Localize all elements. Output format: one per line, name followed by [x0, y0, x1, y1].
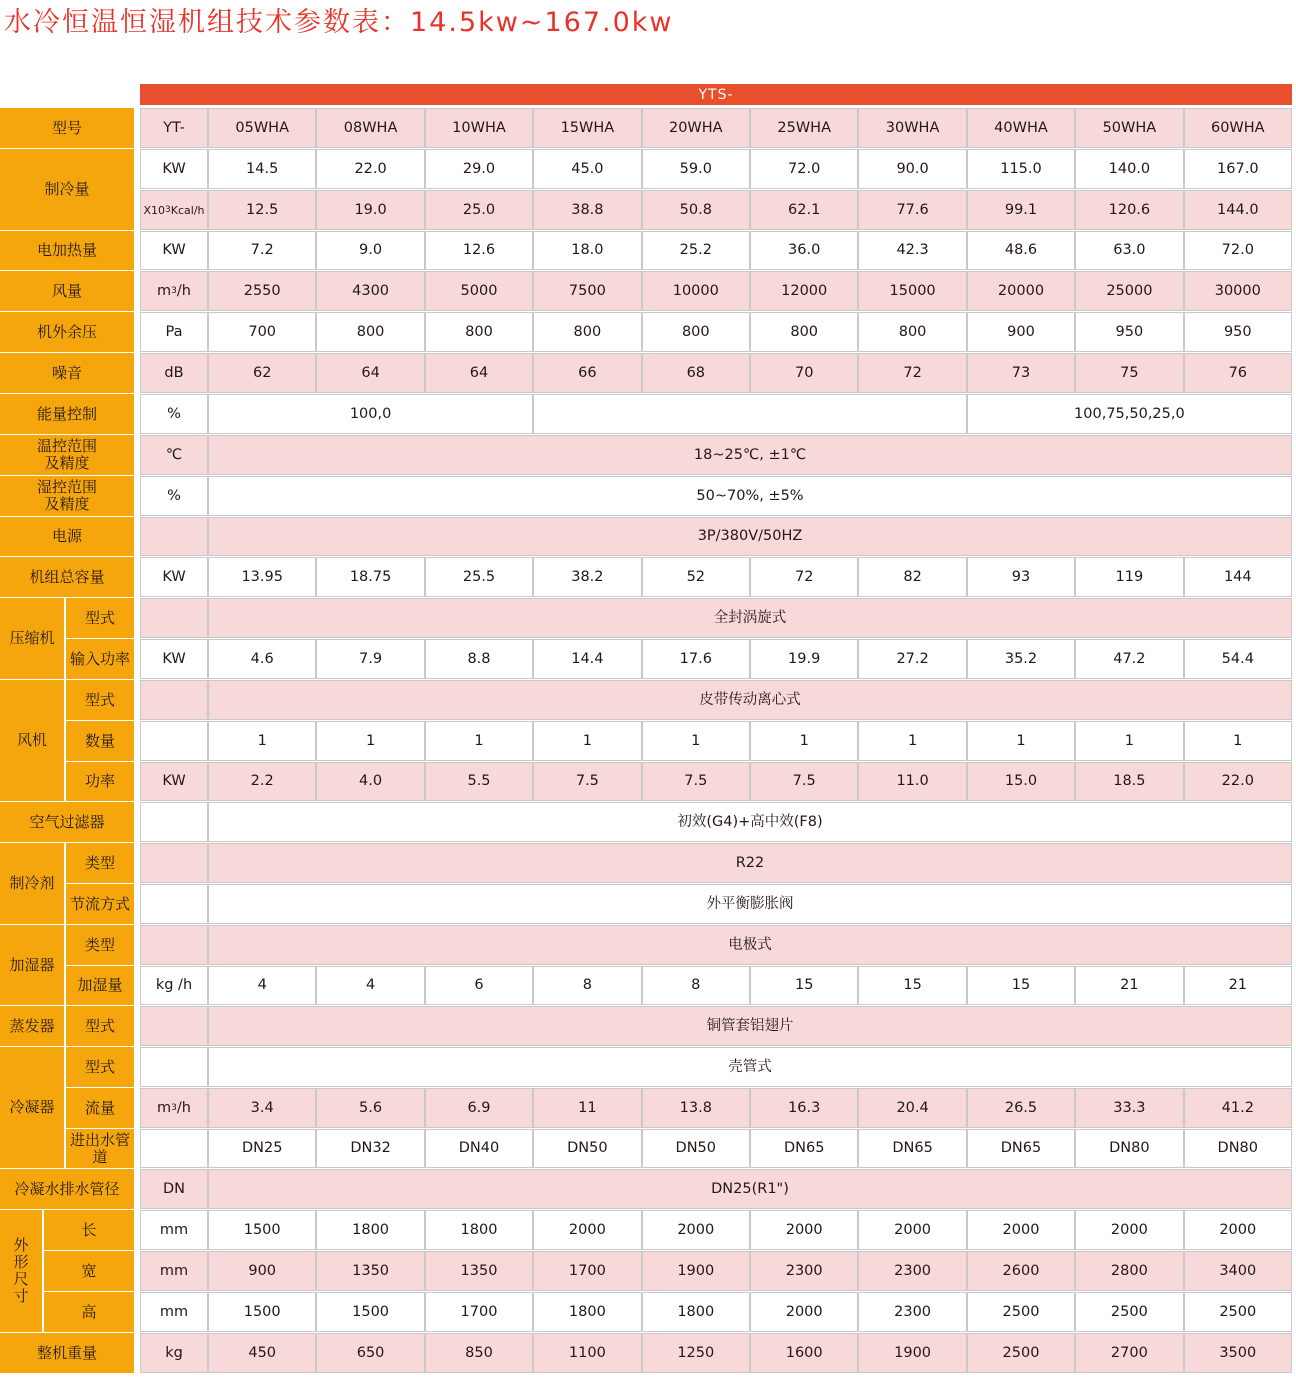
unit-cell: kg [140, 1333, 208, 1373]
value-cell: 1 [750, 721, 858, 761]
value-cell: 68 [642, 353, 750, 393]
value-cell: 22.0 [1184, 762, 1292, 801]
value-cell: 18.0 [533, 231, 641, 270]
value-cell: 22.0 [316, 149, 424, 189]
span-cell [533, 394, 967, 434]
value-cell: 1 [533, 721, 641, 761]
unit-cell: KW [140, 639, 208, 679]
full-span-cell: R22 [208, 843, 1292, 883]
unit-cell [140, 517, 208, 556]
unit-cell: X10 3 Kcal/h [140, 190, 208, 230]
value-cell: 62.1 [750, 190, 858, 230]
value-cell: 90.0 [858, 149, 966, 189]
category-label: 加湿器 [0, 925, 64, 1005]
value-cell: 15 [858, 966, 966, 1005]
unit-cell: dB [140, 353, 208, 393]
value-cell: 18.75 [316, 557, 424, 597]
row-label: 风量 [0, 271, 134, 311]
value-cell: 1500 [208, 1292, 316, 1332]
value-cell: 119 [1075, 557, 1183, 597]
value-cell: 1250 [642, 1333, 750, 1373]
value-cell: 63.0 [1075, 231, 1183, 270]
model-header-cell: 40WHA [967, 108, 1075, 148]
value-cell: 1350 [316, 1251, 424, 1291]
value-cell: 30000 [1184, 271, 1292, 311]
value-cell: 800 [858, 312, 966, 352]
full-span-cell: 50~70%, ±5% [208, 476, 1292, 516]
unit-cell [140, 843, 208, 883]
full-span-cell: 电极式 [208, 925, 1292, 965]
series-header: YTS- [140, 84, 1292, 105]
full-span-cell: 全封涡旋式 [208, 598, 1292, 638]
value-cell: 1 [967, 721, 1075, 761]
row-sublabel: 型式 [66, 1006, 134, 1046]
row-label: 机组总容量 [0, 557, 134, 597]
value-cell: 26.5 [967, 1088, 1075, 1128]
value-cell: 77.6 [858, 190, 966, 230]
value-cell: 1700 [533, 1251, 641, 1291]
row-label: 电加热量 [0, 231, 134, 270]
value-cell: 33.3 [1075, 1088, 1183, 1128]
table-row [0, 231, 1296, 270]
value-cell: 1800 [642, 1292, 750, 1332]
category-label: 外 形 尺 寸 [0, 1210, 42, 1332]
value-cell: 2300 [750, 1251, 858, 1291]
value-cell: 25.5 [425, 557, 533, 597]
value-cell: DN80 [1184, 1129, 1292, 1168]
table-row [0, 1333, 1296, 1373]
value-cell: 1 [1184, 721, 1292, 761]
unit-cell: % [140, 394, 208, 434]
value-cell: 19.9 [750, 639, 858, 679]
value-cell: 900 [967, 312, 1075, 352]
model-header-cell: 15WHA [533, 108, 641, 148]
value-cell: 950 [1075, 312, 1183, 352]
value-cell: 72.0 [750, 149, 858, 189]
table-row [0, 312, 1296, 352]
table-row [0, 149, 1296, 189]
value-cell: 8 [642, 966, 750, 1005]
table-row [0, 1129, 1296, 1168]
value-cell: 7.2 [208, 231, 316, 270]
table-row [0, 721, 1296, 761]
value-cell: 52 [642, 557, 750, 597]
unit-cell [140, 884, 208, 924]
value-cell: 140.0 [1075, 149, 1183, 189]
unit-cell [140, 1129, 208, 1168]
row-sublabel: 输入功率 [66, 639, 134, 679]
span-cell: 100,75,50,25,0 [967, 394, 1292, 434]
value-cell: 115.0 [967, 149, 1075, 189]
value-cell: 1700 [425, 1292, 533, 1332]
value-cell: 17.6 [642, 639, 750, 679]
row-sublabel: 宽 [44, 1251, 134, 1291]
model-header-cell: 05WHA [208, 108, 316, 148]
value-cell: DN65 [858, 1129, 966, 1168]
row-sublabel: 长 [44, 1210, 134, 1250]
model-header-cell: 60WHA [1184, 108, 1292, 148]
value-cell: 5.6 [316, 1088, 424, 1128]
table-row [0, 108, 1296, 148]
value-cell: 47.2 [1075, 639, 1183, 679]
table-row [0, 884, 1296, 924]
table-row [0, 1047, 1296, 1087]
value-cell: 1900 [858, 1333, 966, 1373]
value-cell: 62 [208, 353, 316, 393]
table-row [0, 1210, 1296, 1250]
row-label: 机外余压 [0, 312, 134, 352]
value-cell: 2700 [1075, 1333, 1183, 1373]
unit-cell: % [140, 476, 208, 516]
value-cell: 6 [425, 966, 533, 1005]
value-cell: 21 [1184, 966, 1292, 1005]
value-cell: 850 [425, 1333, 533, 1373]
value-cell: 1800 [533, 1292, 641, 1332]
value-cell: 4300 [316, 271, 424, 311]
table-row [0, 557, 1296, 597]
value-cell: 20000 [967, 271, 1075, 311]
value-cell: 144.0 [1184, 190, 1292, 230]
model-header-cell: 50WHA [1075, 108, 1183, 148]
value-cell: 650 [316, 1333, 424, 1373]
unit-cell: kg /h [140, 966, 208, 1005]
value-cell: 27.2 [858, 639, 966, 679]
value-cell: 15 [967, 966, 1075, 1005]
value-cell: 1 [425, 721, 533, 761]
value-cell: 12.5 [208, 190, 316, 230]
unit-cell [140, 802, 208, 842]
unit-cell [140, 721, 208, 761]
value-cell: 1100 [533, 1333, 641, 1373]
value-cell: 2000 [750, 1292, 858, 1332]
unit-cell [140, 1006, 208, 1046]
value-cell: 1 [642, 721, 750, 761]
value-cell: 20.4 [858, 1088, 966, 1128]
row-sublabel: 加湿量 [66, 966, 134, 1005]
unit-cell: KW [140, 149, 208, 189]
value-cell: 42.3 [858, 231, 966, 270]
value-cell: 1900 [642, 1251, 750, 1291]
value-cell: 21 [1075, 966, 1183, 1005]
table-row [0, 1169, 1296, 1209]
value-cell: 36.0 [750, 231, 858, 270]
table-row [0, 762, 1296, 801]
value-cell: 4 [316, 966, 424, 1005]
row-label: 空气过滤器 [0, 802, 134, 842]
value-cell: 2000 [1075, 1210, 1183, 1250]
row-label: 冷凝水排水管径 [0, 1169, 134, 1209]
table-row [0, 1251, 1296, 1291]
value-cell: 1800 [425, 1210, 533, 1250]
value-cell: 15000 [858, 271, 966, 311]
value-cell: 70 [750, 353, 858, 393]
row-label: 电源 [0, 517, 134, 556]
value-cell: 25000 [1075, 271, 1183, 311]
value-cell: 16.3 [750, 1088, 858, 1128]
value-cell: 29.0 [425, 149, 533, 189]
value-cell: 950 [1184, 312, 1292, 352]
value-cell: 167.0 [1184, 149, 1292, 189]
value-cell: 13.95 [208, 557, 316, 597]
table-row [0, 271, 1296, 311]
value-cell: 2000 [967, 1210, 1075, 1250]
value-cell: 82 [858, 557, 966, 597]
value-cell: 15.0 [967, 762, 1075, 801]
row-sublabel: 型式 [66, 1047, 134, 1087]
unit-cell: m 3 /h [140, 1088, 208, 1128]
full-span-cell: 3P/380V/50HZ [208, 517, 1292, 556]
value-cell: 72 [858, 353, 966, 393]
value-cell: 64 [316, 353, 424, 393]
value-cell: 59.0 [642, 149, 750, 189]
value-cell: DN65 [967, 1129, 1075, 1168]
span-cell: 100,0 [208, 394, 533, 434]
table-row [0, 517, 1296, 556]
row-sublabel: 型式 [66, 680, 134, 720]
value-cell: 1 [208, 721, 316, 761]
category-label: 冷凝器 [0, 1047, 64, 1168]
value-cell: 13.8 [642, 1088, 750, 1128]
value-cell: 9.0 [316, 231, 424, 270]
value-cell: 8 [533, 966, 641, 1005]
unit-cell: KW [140, 231, 208, 270]
unit-cell [140, 1047, 208, 1087]
row-sublabel: 流量 [66, 1088, 134, 1128]
value-cell: 41.2 [1184, 1088, 1292, 1128]
model-header-cell: 10WHA [425, 108, 533, 148]
table-row [0, 190, 1296, 230]
value-cell: DN80 [1075, 1129, 1183, 1168]
table-row [0, 1006, 1296, 1046]
unit-cell: KW [140, 557, 208, 597]
row-sublabel: 型式 [66, 598, 134, 638]
value-cell: 11 [533, 1088, 641, 1128]
value-cell: 4.0 [316, 762, 424, 801]
model-header-cell: 08WHA [316, 108, 424, 148]
value-cell: 7.9 [316, 639, 424, 679]
unit-cell: m 3 /h [140, 271, 208, 311]
unit-cell: DN [140, 1169, 208, 1209]
category-label: 制冷剂 [0, 843, 64, 924]
value-cell: 1500 [316, 1292, 424, 1332]
value-cell: 6.9 [425, 1088, 533, 1128]
value-cell: 1 [858, 721, 966, 761]
row-sublabel: 类型 [66, 925, 134, 965]
value-cell: 2500 [967, 1292, 1075, 1332]
table-row [0, 639, 1296, 679]
value-cell: 45.0 [533, 149, 641, 189]
category-label: 制冷量 [0, 149, 134, 230]
value-cell: 800 [425, 312, 533, 352]
row-sublabel: 节流方式 [66, 884, 134, 924]
unit-cell [140, 598, 208, 638]
value-cell: 2000 [533, 1210, 641, 1250]
row-label: 噪音 [0, 353, 134, 393]
value-cell: 3400 [1184, 1251, 1292, 1291]
value-cell: 73 [967, 353, 1075, 393]
table-row [0, 476, 1296, 516]
value-cell: DN65 [750, 1129, 858, 1168]
value-cell: 2800 [1075, 1251, 1183, 1291]
value-cell: 2000 [750, 1210, 858, 1250]
value-cell: 1500 [208, 1210, 316, 1250]
value-cell: 700 [208, 312, 316, 352]
value-cell: 2600 [967, 1251, 1075, 1291]
row-label: 温控范围 及精度 [0, 435, 134, 475]
full-span-cell: 初效(G4)+高中效(F8) [208, 802, 1292, 842]
value-cell: 4.6 [208, 639, 316, 679]
value-cell: 2000 [858, 1210, 966, 1250]
value-cell: 3.4 [208, 1088, 316, 1128]
full-span-cell: 外平衡膨胀阀 [208, 884, 1292, 924]
unit-cell: ℃ [140, 435, 208, 475]
value-cell: 12.6 [425, 231, 533, 270]
value-cell: DN40 [425, 1129, 533, 1168]
unit-cell: Pa [140, 312, 208, 352]
model-header-cell: 25WHA [750, 108, 858, 148]
value-cell: 99.1 [967, 190, 1075, 230]
value-cell: 48.6 [967, 231, 1075, 270]
value-cell: 25.0 [425, 190, 533, 230]
table-row [0, 435, 1296, 475]
value-cell: 19.0 [316, 190, 424, 230]
row-label: 整机重量 [0, 1333, 134, 1373]
table-row [0, 1088, 1296, 1128]
value-cell: 2550 [208, 271, 316, 311]
unit-cell [140, 925, 208, 965]
row-label: 湿控范围 及精度 [0, 476, 134, 516]
value-cell: 2000 [642, 1210, 750, 1250]
unit-cell: mm [140, 1210, 208, 1250]
category-label: 压缩机 [0, 598, 64, 679]
value-cell: 76 [1184, 353, 1292, 393]
value-cell: 144 [1184, 557, 1292, 597]
row-sublabel: 进出水管道 [66, 1129, 134, 1168]
model-prefix: YT- [140, 108, 208, 148]
full-span-cell: 18~25℃, ±1℃ [208, 435, 1292, 475]
row-sublabel: 数量 [66, 721, 134, 761]
value-cell: 3500 [1184, 1333, 1292, 1373]
value-cell: 450 [208, 1333, 316, 1373]
model-header-cell: 30WHA [858, 108, 966, 148]
value-cell: 18.5 [1075, 762, 1183, 801]
value-cell: 120.6 [1075, 190, 1183, 230]
value-cell: 800 [642, 312, 750, 352]
value-cell: 7500 [533, 271, 641, 311]
value-cell: DN50 [642, 1129, 750, 1168]
row-sublabel: 高 [44, 1292, 134, 1332]
value-cell: 2500 [1075, 1292, 1183, 1332]
full-span-cell: 铜管套铝翅片 [208, 1006, 1292, 1046]
value-cell: 10000 [642, 271, 750, 311]
value-cell: 5.5 [425, 762, 533, 801]
value-cell: 2300 [858, 1292, 966, 1332]
value-cell: 64 [425, 353, 533, 393]
value-cell: 25.2 [642, 231, 750, 270]
unit-cell: KW [140, 762, 208, 801]
value-cell: 1800 [316, 1210, 424, 1250]
table-row [0, 966, 1296, 1005]
full-span-cell: 壳管式 [208, 1047, 1292, 1087]
row-sublabel: 功率 [66, 762, 134, 801]
table-row [0, 843, 1296, 883]
value-cell: 11.0 [858, 762, 966, 801]
value-cell: 2000 [1184, 1210, 1292, 1250]
table-row [0, 925, 1296, 965]
value-cell: 14.4 [533, 639, 641, 679]
value-cell: 1 [1075, 721, 1183, 761]
value-cell: 75 [1075, 353, 1183, 393]
value-cell: 7.5 [750, 762, 858, 801]
value-cell: 800 [533, 312, 641, 352]
value-cell: 7.5 [533, 762, 641, 801]
full-span-cell: DN25(R1") [208, 1169, 1292, 1209]
category-label: 蒸发器 [0, 1006, 64, 1046]
unit-cell: mm [140, 1292, 208, 1332]
value-cell: 12000 [750, 271, 858, 311]
value-cell: 5000 [425, 271, 533, 311]
value-cell: 7.5 [642, 762, 750, 801]
value-cell: 4 [208, 966, 316, 1005]
value-cell: 15 [750, 966, 858, 1005]
value-cell: 800 [316, 312, 424, 352]
value-cell: DN32 [316, 1129, 424, 1168]
table-row [0, 1292, 1296, 1332]
value-cell: 66 [533, 353, 641, 393]
value-cell: 900 [208, 1251, 316, 1291]
value-cell: DN50 [533, 1129, 641, 1168]
table-row [0, 598, 1296, 638]
model-header-cell: 20WHA [642, 108, 750, 148]
value-cell: 35.2 [967, 639, 1075, 679]
table-row [0, 353, 1296, 393]
value-cell: 8.8 [425, 639, 533, 679]
category-label: 风机 [0, 680, 64, 801]
unit-cell: mm [140, 1251, 208, 1291]
table-row [0, 802, 1296, 842]
unit-cell [140, 680, 208, 720]
value-cell: 14.5 [208, 149, 316, 189]
model-label: 型号 [0, 108, 134, 148]
full-span-cell: 皮带传动离心式 [208, 680, 1292, 720]
value-cell: 2.2 [208, 762, 316, 801]
table-row [0, 680, 1296, 720]
table-row [0, 394, 1296, 434]
value-cell: DN25 [208, 1129, 316, 1168]
value-cell: 2300 [858, 1251, 966, 1291]
value-cell: 2500 [967, 1333, 1075, 1373]
page-title: 水冷恒温恒湿机组技术参数表：14.5kw~167.0kw [4, 7, 674, 38]
row-label: 能量控制 [0, 394, 134, 434]
value-cell: 93 [967, 557, 1075, 597]
value-cell: 50.8 [642, 190, 750, 230]
value-cell: 1350 [425, 1251, 533, 1291]
row-sublabel: 类型 [66, 843, 134, 883]
value-cell: 72.0 [1184, 231, 1292, 270]
value-cell: 38.8 [533, 190, 641, 230]
value-cell: 1 [316, 721, 424, 761]
value-cell: 72 [750, 557, 858, 597]
value-cell: 2500 [1184, 1292, 1292, 1332]
value-cell: 54.4 [1184, 639, 1292, 679]
value-cell: 38.2 [533, 557, 641, 597]
value-cell: 1600 [750, 1333, 858, 1373]
value-cell: 800 [750, 312, 858, 352]
